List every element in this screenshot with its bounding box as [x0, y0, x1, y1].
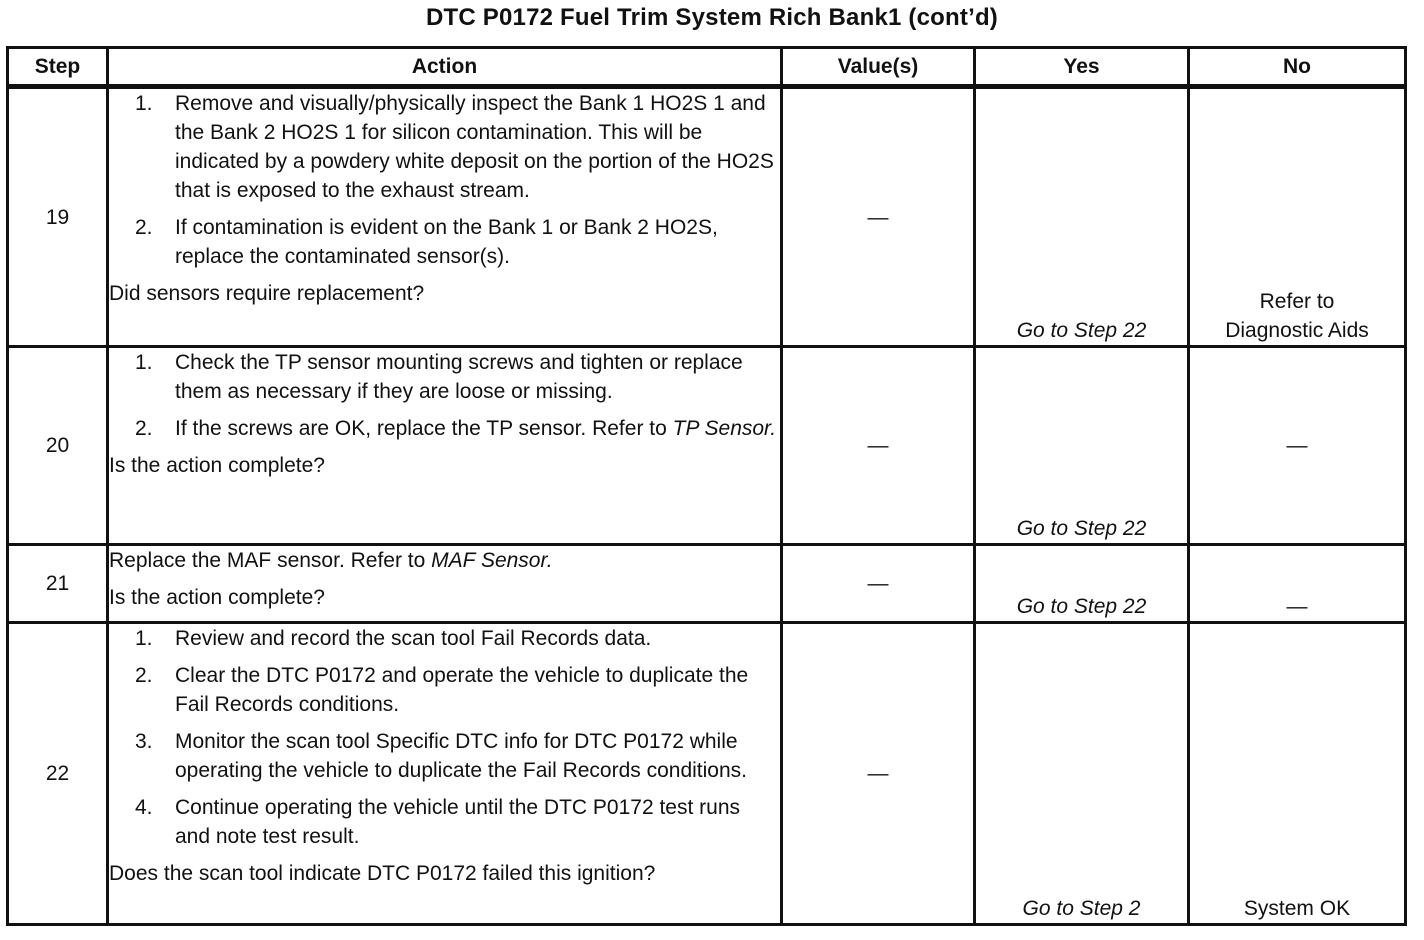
item-text: If the screws are OK, replace the TP sensor. Refer to — [175, 417, 673, 440]
table-row — [8, 623, 1406, 925]
list-item — [109, 624, 780, 653]
em-dash: — — [867, 762, 889, 785]
action-question: Does the scan tool indicate DTC P0172 failed this ignition? — [109, 862, 656, 885]
item-number: 1. — [135, 351, 153, 374]
item-number: 2. — [135, 664, 153, 687]
item-number: 1. — [135, 92, 153, 115]
list-item — [109, 793, 780, 851]
action-cell — [108, 623, 782, 925]
step-number: 19 — [8, 87, 108, 347]
table-row — [8, 347, 1406, 545]
action-cell — [108, 347, 782, 545]
action-text-main: Replace the MAF sensor. Refer to — [109, 549, 432, 572]
table-header-row — [8, 48, 1406, 87]
no-result-line: Diagnostic Aids — [1225, 319, 1369, 342]
no-result: — — [1189, 545, 1406, 623]
list-item — [109, 213, 780, 271]
page-title: DTC P0172 Fuel Trim System Rich Bank1 (cont’d) — [425, 4, 999, 31]
table-row — [8, 545, 1406, 623]
value-cell — [782, 545, 975, 623]
list-item — [109, 661, 780, 719]
header-no: No — [1189, 48, 1406, 87]
list-item — [109, 348, 780, 406]
item-number: 3. — [135, 730, 153, 753]
item-text: Clear the DTC P0172 and operate the vehicle to duplicate the Fail Records conditions. — [175, 664, 749, 716]
item-text: If contamination is evident on the Bank 1 or Bank 2 HO2S, replace the contaminated sensor(s). — [175, 216, 718, 268]
item-number: 4. — [135, 796, 153, 819]
header-step: Step — [8, 48, 108, 87]
action-cell — [108, 545, 782, 623]
step-number: 22 — [8, 623, 108, 925]
value-cell — [782, 87, 975, 347]
list-item — [109, 89, 780, 205]
action-list — [109, 624, 780, 851]
step-number: 20 — [8, 347, 108, 545]
diagnostic-table — [6, 46, 1407, 926]
item-text: Remove and visually/physically inspect the Bank 1 HO2S 1 and the Bank 2 HO2S 1 for silicon contamination. This will be indicated by a powdery white deposit on the portion of the HO2S that is exposed to the exhaust stream. — [175, 92, 774, 202]
item-text: Monitor the scan tool Specific DTC info for DTC P0172 while operating the vehicle to duplicate the Fail Records conditions. — [175, 730, 748, 782]
em-dash: — — [867, 434, 889, 457]
yes-result: Go to Step 22 — [975, 87, 1189, 347]
item-number: 2. — [135, 216, 153, 239]
value-cell — [782, 347, 975, 545]
table-row — [8, 87, 1406, 347]
action-cell — [108, 87, 782, 347]
yes-result: Go to Step 22 — [975, 545, 1189, 623]
em-dash: — — [867, 572, 889, 595]
header-yes: Yes — [975, 48, 1189, 87]
no-result: System OK — [1189, 623, 1406, 925]
item-text: Continue operating the vehicle until the DTC P0172 test runs and note test result. — [175, 796, 741, 848]
action-text — [109, 546, 780, 575]
em-dash: — — [867, 205, 889, 229]
no-result-line: Refer to — [1259, 290, 1335, 313]
header-action: Action — [108, 48, 782, 87]
item-text: Check the TP sensor mounting screws and tighten or replace them as necessary if they are loose or missing. — [175, 351, 743, 403]
value-cell — [782, 623, 975, 925]
action-list — [109, 89, 780, 271]
action-list — [109, 348, 780, 443]
item-number: 1. — [135, 627, 153, 650]
header-values: Value(s) — [782, 48, 975, 87]
no-result — [1189, 87, 1406, 347]
item-text: Review and record the scan tool Fail Records data. — [175, 627, 652, 650]
list-item — [109, 727, 780, 785]
yes-result: Go to Step 2 — [975, 623, 1189, 925]
list-item — [109, 414, 780, 443]
action-question: Did sensors require replacement? — [109, 282, 425, 305]
step-number: 21 — [8, 545, 108, 623]
item-number: 2. — [135, 417, 153, 440]
reference-link-maf-sensor: MAF Sensor. — [431, 549, 553, 572]
reference-link-tp-sensor: TP Sensor. — [672, 417, 777, 440]
yes-result: Go to Step 22 — [975, 347, 1189, 545]
action-question: Is the action complete? — [109, 586, 325, 609]
no-result: — — [1189, 347, 1406, 545]
action-question: Is the action complete? — [109, 454, 325, 477]
